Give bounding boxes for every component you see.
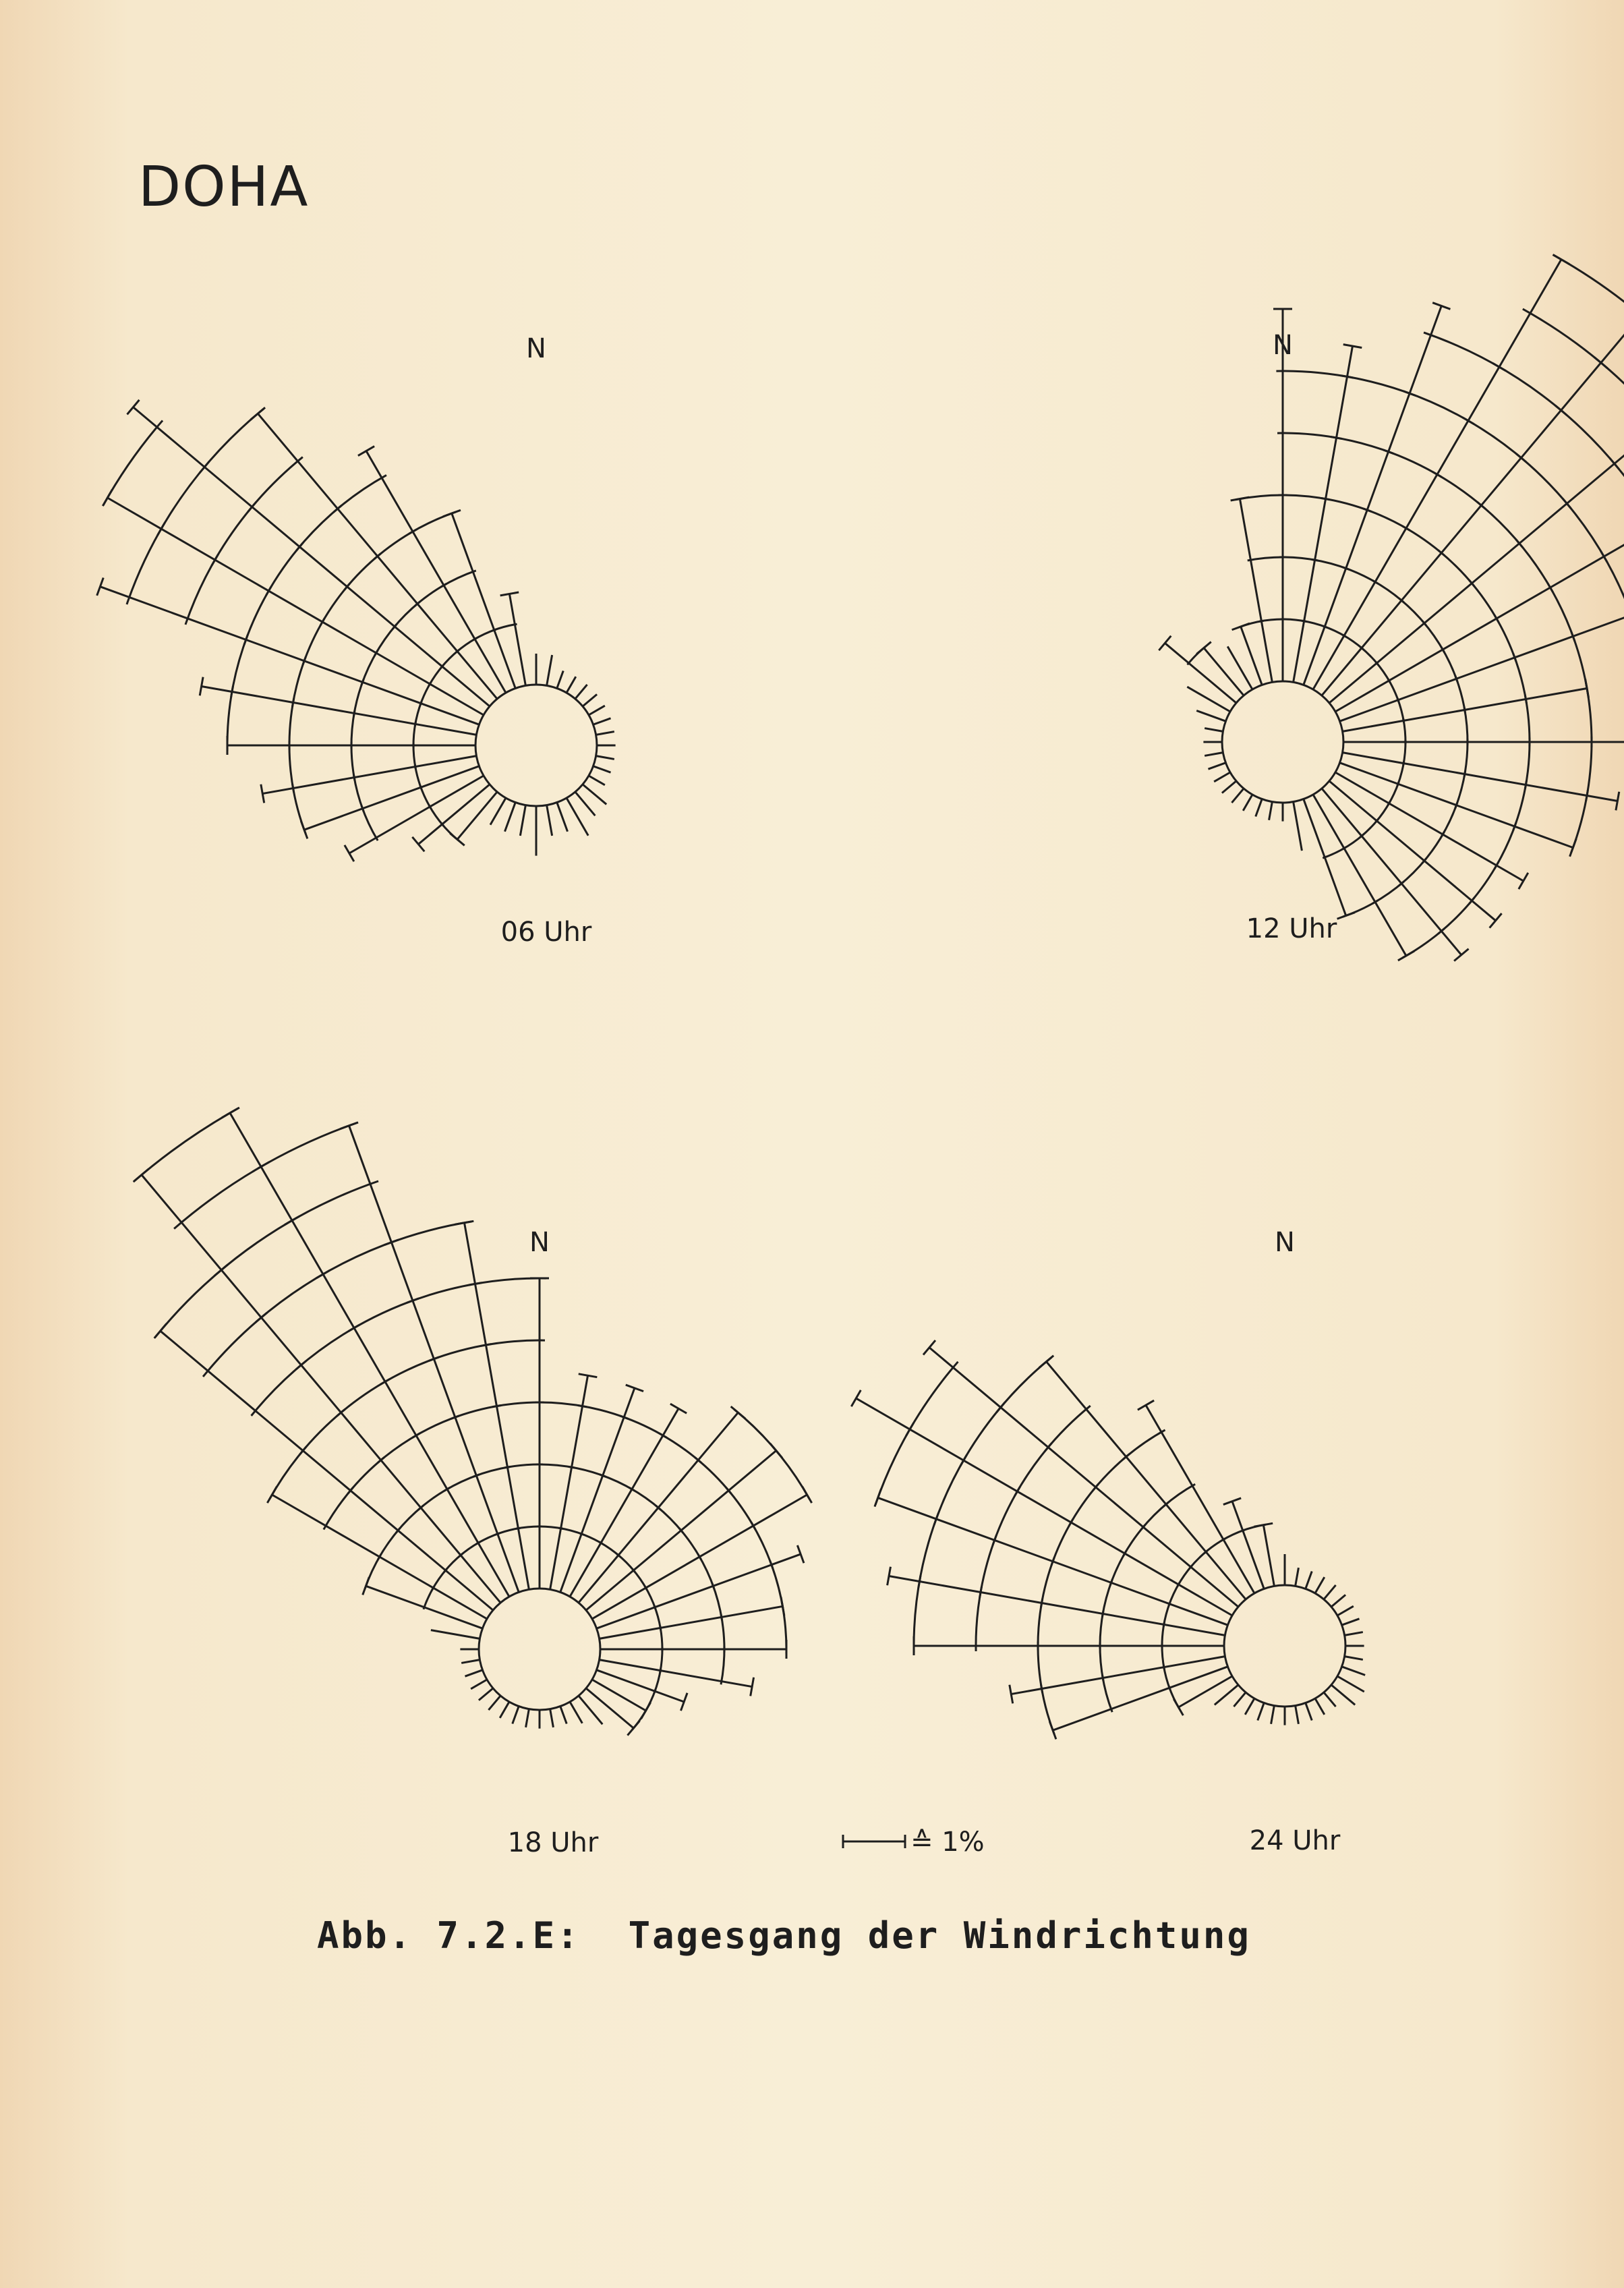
wind-rose-4 [851,1227,1365,1856]
percent-arc-6 [203,1313,267,1377]
spoke-130 [583,784,606,805]
percent-arc-2 [504,1464,543,1468]
spoke-160 [1306,1703,1312,1721]
spoke-300 [107,498,484,715]
percent-arc-7 [1523,309,1608,368]
percent-arc-5 [1276,371,1354,378]
spoke-190 [1269,802,1273,820]
spoke-10 [547,655,552,685]
percent-arc-5 [997,1358,1051,1412]
percent-arc-1 [632,1709,647,1729]
spoke-350 [1240,499,1272,683]
spoke-110 [1342,1667,1366,1676]
spoke-300 [856,1398,1232,1615]
percent-arc-3 [1236,495,1287,500]
percent-arc-8 [1553,255,1624,322]
percent-arc-2 [1163,1484,1195,1506]
spoke-320 [142,1175,500,1603]
spoke-120 [589,776,605,785]
spoke-10 [1296,1568,1299,1586]
percent-arc-8 [253,1122,359,1172]
spoke-230 [479,1688,493,1700]
percent-arc-4 [773,1447,810,1499]
percent-arc-4 [334,475,386,512]
spoke-200 [1256,799,1262,817]
percent-arc-5 [914,1575,921,1653]
north-label: N [526,333,546,364]
calm-circle [1222,681,1343,803]
percent-arc-6 [256,1270,330,1322]
percent-arc-5 [1600,551,1624,621]
spoke-70 [593,718,611,724]
spoke-310 [161,1331,493,1610]
figure-caption: Abb. 7.2.E: Tagesgang der Windrichtung [317,1914,1251,1957]
spoke-110 [597,1670,685,1702]
percent-arc-6 [875,1423,914,1505]
percent-arc-5 [1563,498,1607,562]
spoke-100 [1345,1657,1363,1660]
percent-arc-6 [906,1362,958,1436]
percent-arc-6 [127,522,165,604]
percent-arc-6 [1610,458,1624,532]
percent-arc-2 [721,1646,724,1684]
percent-arc-5 [248,457,303,512]
spoke-130 [586,1688,633,1728]
percent-arc-6 [157,461,209,536]
calm-circle [475,685,597,806]
spoke-260 [262,756,476,794]
spoke-20 [1304,306,1442,685]
spoke-end-mark [345,845,354,861]
spoke-240 [1214,772,1230,782]
spoke-220 [1234,1692,1246,1707]
percent-arc-7 [285,1181,378,1225]
spoke-230 [1215,1685,1238,1705]
spoke-80 [596,732,614,735]
percent-arc-6 [1555,405,1619,469]
percent-arc-3 [782,1602,786,1653]
spoke-70 [597,1554,801,1628]
spoke-200 [504,803,515,832]
spoke-160 [560,1707,567,1724]
spoke-70 [1340,615,1624,721]
percent-arc-5 [960,1402,1005,1466]
spoke-190 [1271,1706,1275,1724]
percent-arc-6 [1492,363,1567,415]
spoke-330 [366,451,506,693]
percent-arc-8 [174,1162,269,1229]
spoke-290 [1196,710,1225,721]
spoke-40 [575,685,587,699]
rose-title: 18 Uhr [507,1827,599,1858]
wind-rose-3 [134,1108,812,1858]
spoke-210 [490,798,506,825]
spoke-190 [520,805,525,836]
spoke-340 [452,513,515,688]
spoke-220 [457,792,497,839]
wind-rose-1 [97,333,616,948]
spoke-70 [1342,1619,1360,1625]
spoke-end-mark [412,837,424,851]
percent-arc-5 [1403,391,1474,424]
spoke-250 [304,766,479,830]
spoke-260 [461,1660,480,1663]
calm-circle [479,1589,600,1710]
spoke-280 [202,686,477,735]
spoke-340 [1232,1502,1264,1589]
spoke-10 [550,1375,588,1589]
spoke-20 [1306,1571,1312,1589]
spoke-50 [1329,424,1624,703]
spoke-130 [1331,1685,1355,1705]
percent-arc-1 [1188,647,1206,665]
spoke-170 [550,1709,554,1727]
percent-arc-1 [516,1526,542,1528]
north-label: N [1273,330,1293,361]
percent-arc-7 [214,1216,299,1276]
percent-arc-5 [407,1283,482,1303]
spoke-280 [1205,728,1223,732]
spoke-80 [1345,1632,1363,1636]
percent-arc-5 [212,502,256,565]
spoke-350 [1263,1525,1274,1586]
spoke-230 [1222,781,1236,793]
percent-arc-4 [1571,791,1588,853]
spoke-320 [1204,648,1244,695]
spoke-200 [513,1707,519,1724]
spoke-100 [596,756,614,760]
percent-arc-2 [1343,900,1378,917]
spoke-140 [575,792,596,816]
spoke-120 [1337,1676,1364,1692]
spoke-250 [1208,763,1225,769]
percent-arc-3 [1402,928,1445,958]
spoke-80 [600,1606,783,1638]
spoke-20 [560,1388,635,1593]
percent-arc-6 [1424,333,1506,371]
percent-arc-5 [349,1298,419,1332]
percent-arc-5 [1341,376,1416,396]
spoke-260 [1205,753,1223,756]
spoke-160 [557,803,568,832]
spoke-140 [1324,1692,1336,1707]
calm-circle [1224,1585,1345,1707]
percent-arc-5 [919,1513,939,1588]
spoke-220 [488,1696,500,1710]
spoke-250 [465,1670,482,1676]
percent-arc-9 [134,1108,239,1182]
percent-arc-5 [1516,454,1571,509]
percent-arc-6 [316,1240,399,1278]
spoke-280 [431,1630,480,1639]
percent-arc-7 [103,420,163,505]
spoke-end-mark [358,447,374,456]
percent-arc-6 [384,1222,472,1245]
percent-arc-3 [1123,1430,1165,1460]
percent-arc-6 [200,409,264,473]
spoke-end-mark [923,1340,935,1354]
spoke-40 [1324,1585,1336,1599]
percent-arc-3 [492,1402,544,1407]
spoke-170 [1294,802,1302,851]
spoke-end-mark [670,1404,687,1413]
spoke-300 [1187,687,1230,712]
spoke-end-mark [1490,913,1502,927]
spoke-310 [929,1348,1238,1607]
station-title: DOHA [138,155,310,219]
spoke-290 [100,587,479,725]
percent-arc-5 [1463,418,1526,462]
percent-arc-3 [409,512,455,534]
percent-arc-5 [296,1325,359,1369]
percent-arc-1 [1259,619,1285,621]
spoke-50 [1331,1595,1345,1607]
north-label: N [1275,1227,1295,1258]
north-label: N [529,1227,550,1258]
spoke-220 [1231,789,1244,803]
spoke-200 [1258,1703,1264,1721]
scale-label: ≙ 1% [910,1827,985,1858]
percent-arc-4 [481,1340,545,1346]
spoke-20 [557,670,563,688]
spoke-end-mark [851,1390,861,1406]
percent-arc-2 [1248,557,1286,561]
spoke-100 [600,1660,753,1687]
spoke-100 [1343,753,1618,801]
spoke-end-mark [1454,949,1468,961]
spoke-30 [1315,1577,1325,1593]
spoke-60 [1337,1606,1354,1615]
spoke-310 [133,407,490,707]
spoke-30 [567,677,576,693]
percent-arc-7 [155,1265,229,1338]
percent-arc-7 [1594,358,1624,431]
spoke-170 [547,805,552,836]
spoke-60 [589,706,605,715]
spoke-50 [583,694,597,706]
spoke-260 [1011,1657,1225,1694]
scale-bar [843,1827,985,1858]
spoke-210 [500,1702,509,1718]
spoke-350 [509,594,525,685]
percent-arc-2 [441,571,476,587]
spoke-end-mark [1138,1400,1154,1410]
spoke-150 [1315,1698,1325,1715]
spoke-330 [1227,646,1252,689]
spoke-190 [526,1709,529,1727]
spoke-end-mark [1159,636,1171,650]
percent-arc-5 [934,1455,967,1525]
spoke-end-mark [1519,873,1528,889]
rose-title: 06 Uhr [500,917,592,948]
wind-rose-2 [1159,255,1624,961]
spoke-330 [230,1113,509,1597]
percent-arc-1 [1323,847,1345,858]
spoke-250 [1053,1667,1227,1730]
spoke-150 [570,1702,582,1723]
spoke-60 [1335,525,1624,712]
rose-title: 12 Uhr [1246,913,1337,944]
percent-arc-5 [469,1278,546,1285]
spoke-320 [1046,1362,1246,1599]
spoke-210 [1245,1698,1254,1715]
spoke-end-mark [127,400,139,414]
percent-arc-1 [1241,1524,1266,1531]
spoke-170 [1296,1706,1299,1724]
percent-arc-4 [1045,1406,1091,1452]
spoke-210 [1243,795,1252,811]
rose-title: 24 Uhr [1249,1825,1341,1856]
percent-arc-5 [185,554,219,625]
percent-arc-5 [252,1361,306,1416]
spoke-110 [593,766,611,772]
spoke-240 [471,1680,487,1689]
percent-arc-1 [492,624,517,631]
